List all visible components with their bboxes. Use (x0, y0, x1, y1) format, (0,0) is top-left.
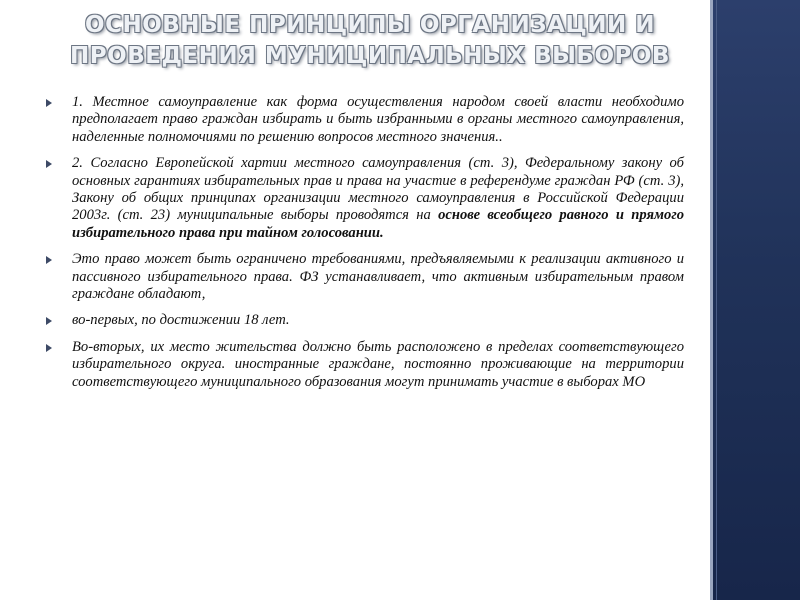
bullet-bold-text: основе всеобщего равного и прямого избирательного права при тайном голосовании. (72, 207, 684, 241)
bullet-item-4 (44, 312, 684, 329)
bullet-text: Это право может быть ограничено требованиями, предъявляемыми к реализации активного и пассивного избирательного права. ФЗ устанавливает, что активным избирательным правом граждане обладают, (72, 251, 684, 303)
bullet-text: 2. Согласно Европейской хартии местного самоуправления (ст. 3), Федеральному закону об основных гарантиях избирательных прав и права на участие в референдуме граждан РФ (ст. 3), Закону об общих принципах организации местного самоуправления в Российской Федерации 2003г. (ст. 23) муниципальные выборы проводятся на (72, 155, 684, 224)
bullet-list (44, 94, 684, 400)
decorative-side-band (710, 0, 800, 600)
bullet-text: 1. Местное самоуправление как форма осуществления народом своей власти необходимо предполагает право граждан избирать и быть избранными в органы местного самоуправления, наделенные полномочиями по решению вопросов местного значения.. (72, 94, 684, 145)
bullet-text: Во-вторых, их место жительства должно быть расположено в пределах соответствующего избирательного округа. иностранные граждане, постоянно проживающие на территории соответствующего муниципального образования могут принимать участие в выборах МО (72, 338, 684, 390)
bullet-item-1 (44, 94, 684, 146)
slide-title: ОСНОВНЫЕ ПРИНЦИПЫ ОРГАНИЗАЦИИ И ПРОВЕДЕНИЯ МУНИЦИПАЛЬНЫХ ВЫБОРОВ (70, 12, 670, 69)
bullet-text: во-первых, по достижении 18 лет. (72, 312, 290, 329)
bullet-item-2 (44, 155, 684, 242)
bullet-item-5 (44, 339, 684, 391)
bullet-item-3 (44, 251, 684, 303)
